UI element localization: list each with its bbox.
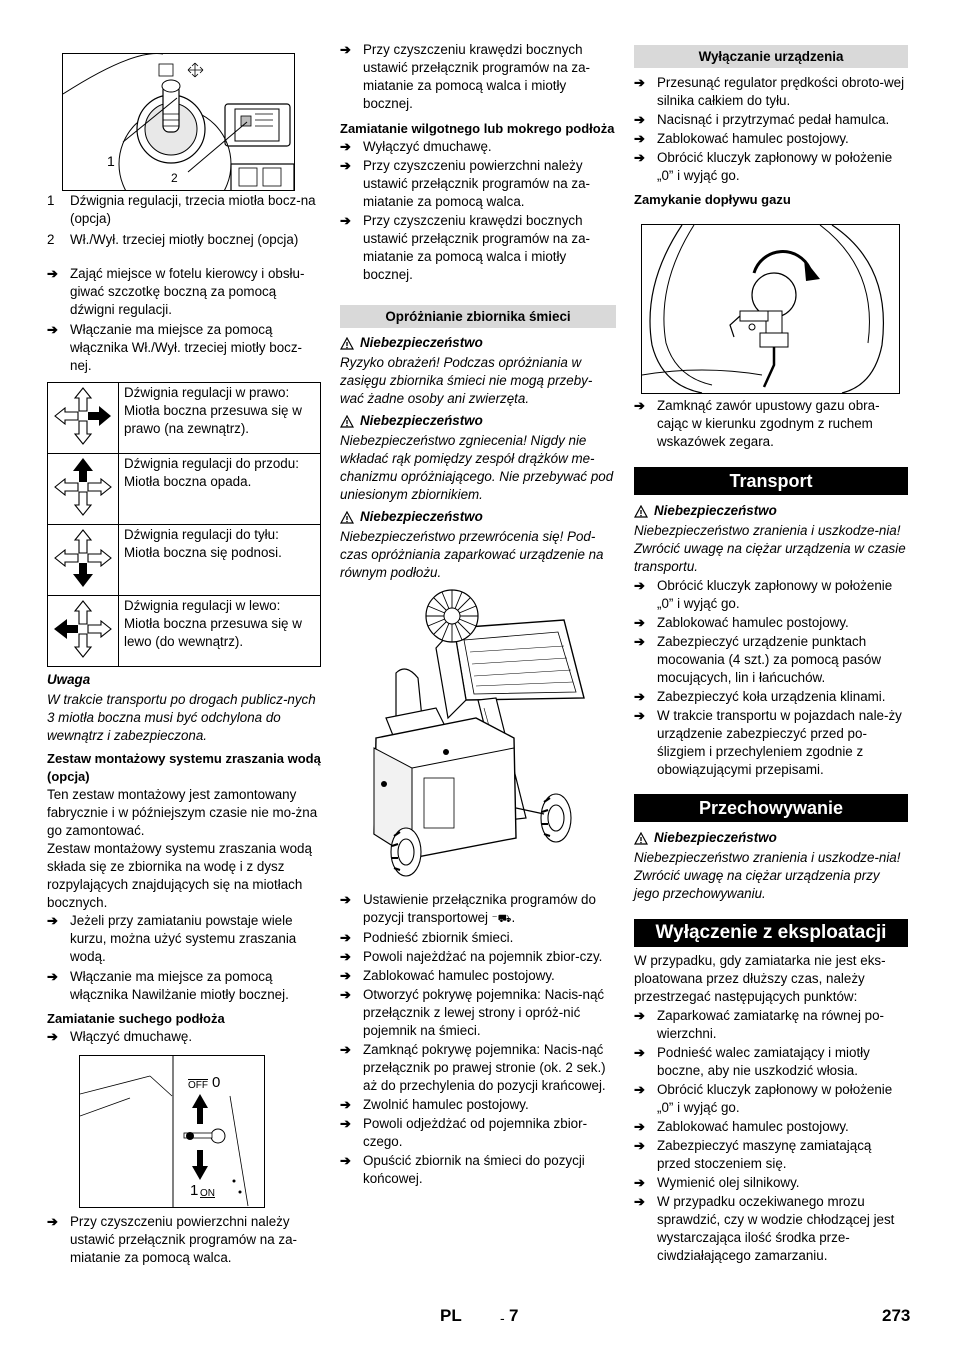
step-item: ➔ Obrócić kluczyk zapłonowy w położenie „0” i wyjąć go. bbox=[634, 578, 893, 611]
step-item: ➔ Nacisnąć i przytrzymać pedał hamulca. bbox=[634, 112, 890, 127]
arrow-bullet-icon: ➔ bbox=[340, 42, 351, 57]
step-item: ➔ W przypadku oczekiwanego mrozu sprawdzić, czy w wodzie chłodzącej jest wystarczająca ilość środka prze-ciwdziałającego zamarzaniu. bbox=[634, 1194, 895, 1263]
step-item: ➔ Przesunąć regulator prędkości obroto-wej silnika całkiem do tyłu. bbox=[634, 75, 905, 108]
step-item: ➔ Wyłączyć dmuchawę. bbox=[340, 139, 492, 154]
step-item: ➔ Zająć miejsce w fotelu kierowcy i obsłu-giwać szczotkę boczną za pomocą dźwigni regulacji. bbox=[47, 266, 305, 317]
arrow-bullet-icon: ➔ bbox=[340, 139, 351, 154]
arrow-bullet-icon: ➔ bbox=[634, 708, 645, 723]
step-item: ➔ Zablokować hamulec postojowy. bbox=[634, 1119, 849, 1134]
warning-triangle-icon bbox=[340, 337, 354, 350]
arrow-bullet-icon: ➔ bbox=[340, 930, 351, 945]
gas-title: Zamykanie dopływu gazu bbox=[634, 192, 791, 207]
arrow-bullet-icon: ➔ bbox=[634, 689, 645, 704]
footer-language: PL bbox=[440, 1306, 462, 1325]
kit-paragraph-1: Ten zestaw montażowy jest zamontowany fabrycznie i w późniejszym czasie nie mo-żna go zamontować. bbox=[47, 787, 318, 838]
gas-valve-figure bbox=[641, 224, 900, 394]
decommissioning-intro: W przypadku, gdy zamiatarka nie jest eks-ploatowana przez dłuższy czas, należy przestrzegać następujących punktów: bbox=[634, 953, 886, 1004]
step-item: ➔ Przy czyszczeniu powierzchni należy ustawić przełącznik programów na za-miatanie za pomocą walca. bbox=[47, 1214, 297, 1265]
arrow-bullet-icon: ➔ bbox=[47, 1214, 58, 1229]
arrow-left-icon bbox=[52, 598, 114, 660]
step-item: ➔ Opuścić zbiornik na śmieci do pozycji końcowej. bbox=[340, 1153, 585, 1186]
footer-separator: - bbox=[500, 1310, 505, 1326]
step-item: ➔ Włączyć dmuchawę. bbox=[47, 1029, 193, 1044]
arrow-bullet-icon: ➔ bbox=[340, 213, 351, 228]
warning-text: Ryzyko obrażeń! Podczas opróżniania w zasięgu zbiornika śmieci nie mogą przeby-wać żadne osoby ani zwierzęta. bbox=[340, 355, 593, 406]
transport-position-icon: ⁻⛟ bbox=[491, 913, 512, 925]
table-row bbox=[48, 525, 321, 596]
step-item: ➔ Jeżeli przy zamiataniu powstaje wiele kurzu, można użyć systemu zraszania wodą. bbox=[47, 913, 297, 964]
step-item: ➔ Powoli najeżdżać na pojemnik zbior-czy. bbox=[340, 949, 603, 964]
arrow-bullet-icon: ➔ bbox=[340, 968, 351, 983]
warning-label: Niebezpieczeństwo bbox=[340, 412, 616, 430]
arrow-bullet-icon: ➔ bbox=[340, 158, 351, 173]
warning-triangle-icon bbox=[634, 505, 648, 518]
arrow-bullet-icon: ➔ bbox=[47, 322, 58, 337]
gas-valve-drawing bbox=[642, 225, 899, 393]
note-text: W trakcie transportu po drogach publicz-nych 3 miotła boczna musi być odchylona do wewnątrz i zabezpieczona. bbox=[47, 692, 316, 743]
step-item: ➔ Podnieść zbiornik śmieci. bbox=[340, 930, 514, 945]
arrow-bullet-icon: ➔ bbox=[634, 1138, 645, 1153]
table-cell: Dźwignia regulacji w lewo: Miotła boczna przesuwa się w lewo (do wewnątrz). bbox=[119, 596, 321, 667]
arrow-bullet-icon: ➔ bbox=[634, 1008, 645, 1023]
switch-figure bbox=[79, 1055, 265, 1208]
arrow-down-icon bbox=[52, 527, 114, 589]
warning-label: Niebezpieczeństwo bbox=[634, 829, 908, 847]
kit-paragraph-2: Zestaw montażowy systemu zraszania wodą składa się ze zbiornika na wodę i z dysz rozpylających znajdujących się na miotłach bocznych. bbox=[47, 841, 312, 910]
footer-page-number: 273 bbox=[882, 1306, 911, 1325]
arrow-bullet-icon: ➔ bbox=[340, 949, 351, 964]
warning-label: Niebezpieczeństwo bbox=[340, 508, 616, 526]
step-item: ➔ Wymienić olej silnikowy. bbox=[634, 1175, 800, 1190]
off-label: $\overline{OFF}$ bbox=[188, 1080, 208, 1091]
step-item: ➔ Podnieść walec zamiatający i miotły boczne, aby nie uszkodzić włosia. bbox=[634, 1045, 870, 1078]
step-item: ➔ Włączanie ma miejsce za pomocą włącznika Nawilżanie miotły bocznej. bbox=[47, 969, 289, 1002]
arrow-bullet-icon: ➔ bbox=[634, 75, 645, 90]
arrow-bullet-icon: ➔ bbox=[634, 1175, 645, 1190]
arrow-bullet-icon: ➔ bbox=[634, 1082, 645, 1097]
legend-item-2: 2 Wł./Wył. trzeciej miotły bocznej (opcja) bbox=[47, 232, 299, 247]
step-item: ➔ W trakcie transportu w pojazdach nale-ży urządzenie zabezpieczyć przed po-ślizgiem i przechyleniem zgodnie z obowiązującymi przepisami. bbox=[634, 708, 902, 777]
arrow-bullet-icon: ➔ bbox=[340, 1097, 351, 1112]
arrow-bullet-icon: ➔ bbox=[340, 1042, 351, 1057]
arrow-bullet-icon: ➔ bbox=[634, 150, 645, 165]
note-title: Uwaga bbox=[47, 672, 91, 687]
joystick-figure bbox=[62, 53, 295, 191]
warning-triangle-icon bbox=[340, 415, 354, 428]
wet-title: Zamiatanie wilgotnego lub mokrego podłoża bbox=[340, 121, 615, 136]
arrow-bullet-icon: ➔ bbox=[47, 913, 58, 928]
arrow-bullet-icon: ➔ bbox=[634, 131, 645, 146]
arrow-bullet-icon: ➔ bbox=[340, 1153, 351, 1168]
arrow-bullet-icon: ➔ bbox=[634, 1119, 645, 1134]
step-item: ➔ Zabezpieczyć koła urządzenia klinami. bbox=[634, 689, 886, 704]
on-label: ON bbox=[200, 1188, 215, 1199]
step-item: ➔ Przy czyszczeniu krawędzi bocznych ustawić przełącznik programów na za-miatanie za pomocą walca i miotły bocznej. bbox=[340, 213, 590, 282]
arrow-bullet-icon: ➔ bbox=[47, 969, 58, 984]
on-number: 1 bbox=[190, 1182, 199, 1199]
sweeper-illustration bbox=[366, 588, 602, 880]
table-row bbox=[48, 596, 321, 667]
section-heading-decommissioning: Wyłączenie z eksploatacji bbox=[634, 919, 908, 947]
step-item: ➔ Zablokować hamulec postojowy. bbox=[634, 131, 849, 146]
warning-label: Niebezpieczeństwo bbox=[634, 502, 908, 520]
arrow-bullet-icon: ➔ bbox=[47, 266, 58, 281]
arrow-bullet-icon: ➔ bbox=[634, 634, 645, 649]
table-row bbox=[48, 454, 321, 525]
section-heading-switch-off: Wyłączanie urządzenia bbox=[634, 45, 908, 68]
arrow-bullet-icon: ➔ bbox=[634, 578, 645, 593]
step-item: ➔ Zabezpieczyć maszynę zamiatającą przed stoczeniem się. bbox=[634, 1138, 872, 1171]
table-cell: Dźwignia regulacji w prawo: Miotła boczna przesuwa się w prawo (na zewnątrz). bbox=[119, 383, 321, 454]
arrow-bullet-icon: ➔ bbox=[340, 987, 351, 1002]
step-item: ➔ Otworzyć pokrywę pojemnika: Nacis-nąć przełącznik z lewej strony i opróż-nić pojemnik na śmieci. bbox=[340, 987, 605, 1038]
step-item: ➔ Zaparkować zamiatarkę na równej po-wierzchni. bbox=[634, 1008, 885, 1041]
arrow-bullet-icon: ➔ bbox=[340, 892, 351, 907]
arrow-right-icon bbox=[52, 385, 114, 447]
step-item: ➔ Przy czyszczeniu krawędzi bocznych ustawić przełącznik programów na za-miatanie za pomocą walca i miotły bocznej. bbox=[340, 42, 590, 111]
arrow-bullet-icon: ➔ bbox=[47, 1029, 58, 1044]
arrow-bullet-icon: ➔ bbox=[340, 1116, 351, 1131]
callout-2: 2 bbox=[171, 171, 178, 185]
section-heading-transport: Transport bbox=[634, 467, 908, 495]
kit-title: Zestaw montażowy systemu zraszania wodą (opcja) bbox=[47, 751, 321, 784]
arrow-up-icon bbox=[52, 456, 114, 518]
step-item: ➔ Powoli odjeżdżać od pojemnika zbior-czego. bbox=[340, 1116, 588, 1149]
off-number: 0 bbox=[212, 1074, 221, 1091]
arrow-bullet-icon: ➔ bbox=[634, 1194, 645, 1209]
warning-text: Niebezpieczeństwo przewrócenia się! Pod-czas opróżniania zaparkować urządzenie na równym podłożu. bbox=[340, 529, 604, 580]
arrow-bullet-icon: ➔ bbox=[634, 615, 645, 630]
arrow-bullet-icon: ➔ bbox=[634, 398, 645, 413]
arrow-bullet-icon: ➔ bbox=[634, 112, 645, 127]
step-item: ➔ Zablokować hamulec postojowy. bbox=[634, 615, 849, 630]
lever-direction-table bbox=[47, 382, 321, 667]
footer-local-page: 7 bbox=[509, 1306, 519, 1325]
arrow-bullet-icon: ➔ bbox=[634, 1045, 645, 1060]
warning-text: Niebezpieczeństwo zranienia i uszkodze-nia! Zwrócić uwagę na ciężar urządzenia przy jego przechowywaniu. bbox=[634, 850, 901, 901]
section-heading-empty-hopper: Opróżnianie zbiornika śmieci bbox=[340, 305, 616, 328]
warning-triangle-icon bbox=[634, 832, 648, 845]
joystick-drawing bbox=[63, 54, 294, 190]
step-item: ➔ Zamknąć pokrywę pojemnika: Nacis-nąć przełącznik po prawej stronie (ok. 2 sek.) aż do przechylenia do pozycji krańcowej. bbox=[340, 1042, 606, 1093]
step-item: ➔ Obrócić kluczyk zapłonowy w położenie „0” i wyjąć go. bbox=[634, 150, 893, 183]
table-row bbox=[48, 383, 321, 454]
step-item: ➔ Zwolnić hamulec postojowy. bbox=[340, 1097, 529, 1112]
switch-drawing bbox=[80, 1056, 264, 1207]
warning-label: Niebezpieczeństwo bbox=[340, 334, 616, 352]
step-item: ➔ Ustawienie przełącznika programów do pozycji transportowej ⁻⛟. bbox=[340, 891, 616, 928]
legend-item-1: 1 Dźwignia regulacji, trzecia miotła bocz-na (opcja) bbox=[47, 193, 316, 226]
warning-triangle-icon bbox=[340, 511, 354, 524]
sweeper-drawing bbox=[366, 588, 602, 880]
warning-text: Niebezpieczeństwo zranienia i uszkodze-nia! Zwrócić uwagę na ciężar urządzenia w czasie transportu. bbox=[634, 523, 906, 574]
step-item: ➔ Obrócić kluczyk zapłonowy w położenie „0” i wyjąć go. bbox=[634, 1082, 893, 1115]
step-item: ➔ Zamknąć zawór upustowy gazu obra-cając w kierunku zgodnym z ruchem wskazówek zegara. bbox=[634, 398, 880, 449]
table-cell: Dźwignia regulacji do przodu: Miotła boczna opada. bbox=[119, 454, 321, 525]
table-cell: Dźwignia regulacji do tyłu: Miotła boczna się podnosi. bbox=[119, 525, 321, 596]
section-heading-storage: Przechowywanie bbox=[634, 794, 908, 822]
warning-text: Niebezpieczeństwo zgniecenia! Nigdy nie wkładać rąk pomiędzy zespół drążków me-chanizmu opróżniającego. Nie przebywać pod uniesionym zbiornikiem. bbox=[340, 433, 614, 502]
step-item: ➔ Włączanie ma miejsce za pomocą włącznika Wł./Wył. trzeciej miotły bocz-nej. bbox=[47, 322, 303, 373]
step-item: ➔ Zablokować hamulec postojowy. bbox=[340, 968, 555, 983]
step-item: ➔ Zabezpieczyć urządzenie punktach mocowania (4 szt.) za pomocą pasów mocujących, lin i łańcuchów. bbox=[634, 634, 882, 685]
step-item: ➔ Przy czyszczeniu powierzchni należy ustawić przełącznik programów na za-miatanie za pomocą walca. bbox=[340, 158, 590, 209]
callout-1: 1 bbox=[107, 153, 115, 169]
dry-title: Zamiatanie suchego podłoża bbox=[47, 1011, 225, 1026]
